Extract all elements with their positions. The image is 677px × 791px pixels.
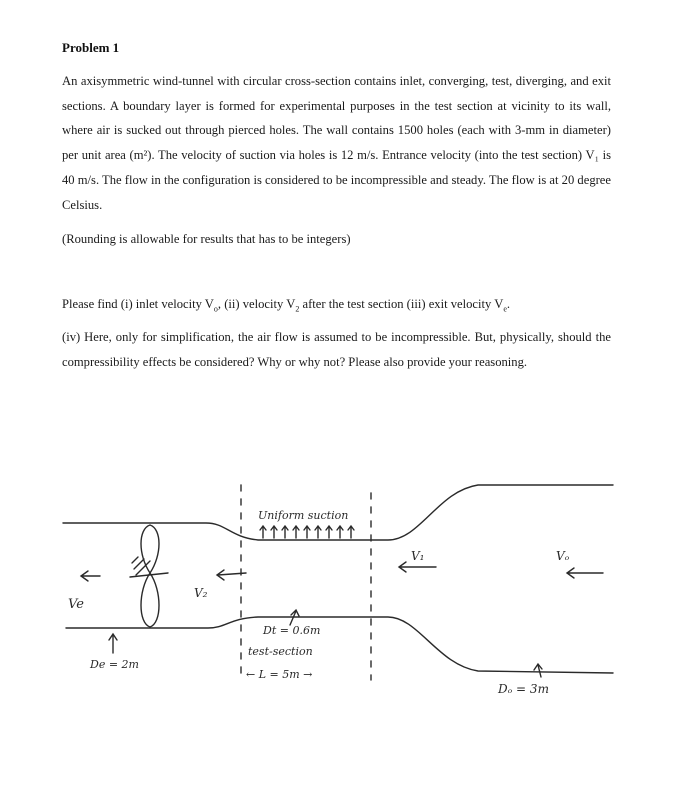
ve-arrow	[81, 571, 100, 581]
v2-label: V₂	[194, 586, 208, 600]
v1-label: V₁	[411, 549, 425, 563]
q-text-1: Please find (i) inlet velocity V	[62, 297, 214, 311]
uniform-suction-label: Uniform suction	[258, 509, 349, 522]
length-label: ← L = 5m →	[246, 668, 313, 681]
test-section-label: test-section	[248, 645, 313, 658]
q-sub-o: o	[213, 304, 218, 314]
question-iv: (iv) Here, only for simplification, the air flow is assumed to be incompressible. But, physically, should the compressibility effects be considered? Why or why not? Please also provide your reasoning.	[62, 330, 611, 369]
v1-arrow	[399, 562, 436, 572]
rounding-note: (Rounding is allowable for results that has to be integers)	[62, 232, 351, 246]
do-label: Dₒ = 3m	[498, 682, 549, 696]
dt-label: Dt = 0.6m	[263, 624, 321, 637]
q-text-2: , (ii) velocity V	[217, 297, 296, 311]
ve-label: Ve	[68, 597, 84, 612]
q-sub-e: e	[503, 304, 507, 314]
problem-description: An axisymmetric wind-tunnel with circular cross-section contains inlet, converging, test, diverging, and exit sections. A boundary layer is formed for experimental purposes in the test section at vicinity to its wall, where air is sucked out through pierced holes. The wall contains 1500 holes (each with 3-mm in diameter) per unit area (m²). The velocity of suction via holes is 12 m/s. Entrance velocity (into the test section) V₁ is 40 m/s. The flow in the configuration is considered to be incompressible and steady. The flow is at 20 degree Celsius.	[62, 74, 611, 212]
q-sub-2: 2	[295, 304, 300, 314]
de-label: De = 2m	[90, 658, 139, 671]
problem-title: Problem 1	[62, 40, 120, 55]
q-text-4: .	[506, 297, 511, 311]
vo-arrow	[567, 568, 603, 578]
wind-tunnel-sketch	[58, 445, 624, 725]
questions-i-iii	[62, 292, 611, 317]
q-text-3: after the test section (iii) exit velocity V	[299, 297, 504, 311]
suction-arrows	[260, 526, 354, 538]
vo-label: Vₒ	[556, 549, 570, 563]
